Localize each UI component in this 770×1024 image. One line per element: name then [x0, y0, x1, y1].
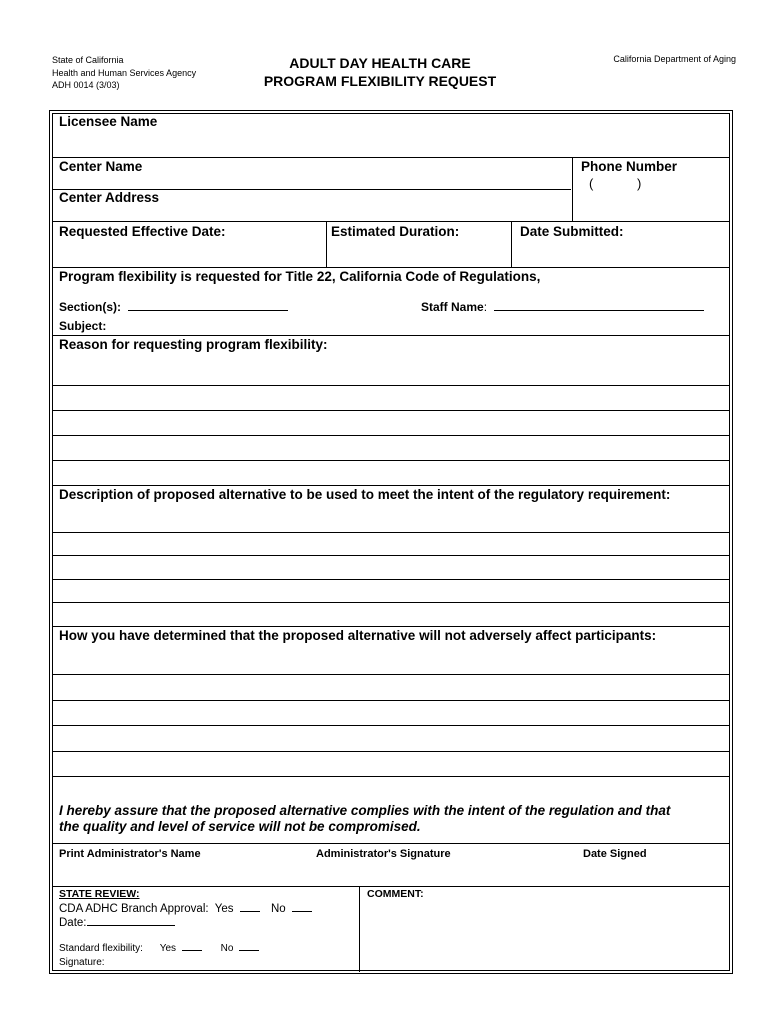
divider — [53, 843, 729, 844]
review-signature-label: Signature: — [59, 957, 105, 968]
form-frame — [49, 110, 733, 974]
standard-flexibility-label: Standard flexibility: — [59, 943, 143, 954]
divider — [53, 157, 729, 158]
sections-input-line[interactable] — [128, 300, 288, 311]
answer-line[interactable] — [53, 435, 729, 436]
state-review-title: STATE REVIEW: — [59, 888, 140, 900]
staff-name-label: Staff Name — [421, 300, 484, 314]
divider — [53, 626, 729, 627]
standard-flexibility-no-line[interactable] — [239, 940, 259, 951]
form-body — [52, 113, 730, 971]
administrator-signature-label: Administrator's Signature — [316, 848, 451, 860]
assurance-statement — [59, 803, 727, 835]
review-date-row — [59, 915, 175, 929]
answer-line[interactable] — [53, 410, 729, 411]
staff-name-field — [421, 300, 704, 314]
agency-line: Health and Human Services Agency — [52, 67, 197, 78]
branch-approval-row — [59, 901, 312, 915]
divider — [326, 221, 327, 267]
divider — [53, 267, 729, 268]
branch-approval-yes: Yes — [214, 903, 234, 915]
answer-line[interactable] — [53, 579, 729, 580]
center-name-label: Center Name — [59, 159, 143, 174]
branch-approval-label: CDA ADHC Branch Approval: — [59, 903, 209, 915]
divider — [511, 221, 512, 267]
form-title-line2: PROGRAM FLEXIBILITY REQUEST — [263, 73, 497, 89]
divider — [572, 157, 573, 222]
description-heading: Description of proposed alternative to be used to meet the intent of the regulatory requirement: — [59, 487, 671, 502]
standard-flexibility-row — [59, 940, 259, 954]
center-address-label: Center Address — [59, 190, 160, 205]
answer-line[interactable] — [53, 751, 729, 752]
divider — [53, 886, 729, 887]
sections-label: Section(s): — [59, 300, 122, 314]
answer-line[interactable] — [53, 674, 729, 675]
review-date-label: Date: — [59, 917, 87, 929]
divider — [53, 221, 729, 222]
phone-number-label: Phone Number — [581, 159, 678, 174]
standard-flexibility-no: No — [220, 943, 234, 954]
requested-effective-date-label: Requested Effective Date: — [59, 224, 226, 239]
date-signed-label: Date Signed — [583, 848, 647, 860]
answer-line[interactable] — [53, 555, 729, 556]
subject-label: Subject: — [59, 319, 107, 333]
sections-field — [59, 300, 288, 314]
standard-flexibility-yes: Yes — [159, 943, 177, 954]
date-submitted-label: Date Submitted: — [520, 224, 624, 239]
answer-line[interactable] — [53, 460, 729, 461]
comment-label: COMMENT: — [367, 888, 424, 900]
department-name: California Department of Aging — [613, 54, 736, 64]
review-date-line[interactable] — [87, 915, 175, 926]
divider — [359, 886, 360, 972]
form-number: ADH 0014 (3/03) — [52, 80, 120, 90]
answer-line[interactable] — [53, 385, 729, 386]
divider — [53, 776, 729, 777]
answer-line[interactable] — [53, 602, 729, 603]
form-title-line1: ADULT DAY HEALTH CARE — [289, 55, 471, 71]
assurance-line1: I hereby assure that the proposed alternative complies with the intent of the regulation and that — [59, 803, 671, 818]
answer-line[interactable] — [53, 532, 729, 533]
staff-name-colon: : — [483, 300, 488, 314]
answer-line[interactable] — [53, 700, 729, 701]
phone-paren-close: ) — [637, 176, 642, 191]
agency-block — [52, 54, 196, 92]
reason-heading: Reason for requesting program flexibility: — [59, 337, 328, 352]
estimated-duration-label: Estimated Duration: — [331, 224, 460, 239]
form-title — [220, 54, 540, 90]
branch-approval-no-line[interactable] — [292, 901, 312, 912]
staff-name-input-line[interactable] — [494, 300, 704, 311]
branch-approval-yes-line[interactable] — [240, 901, 260, 912]
assurance-line2: the quality and level of service will not be compromised. — [59, 819, 421, 834]
agency-line: State of California — [52, 55, 124, 65]
branch-approval-no: No — [270, 903, 286, 915]
determination-heading: How you have determined that the proposed alternative will not adversely affect participants: — [59, 628, 657, 643]
standard-flexibility-yes-line[interactable] — [182, 940, 202, 951]
divider — [53, 485, 729, 486]
licensee-name-label: Licensee Name — [59, 114, 158, 129]
answer-line[interactable] — [53, 725, 729, 726]
phone-paren-open: ( — [589, 176, 594, 191]
divider — [53, 335, 729, 336]
program-flexibility-statement: Program flexibility is requested for Title 22, California Code of Regulations, — [59, 269, 541, 284]
print-administrator-name-label: Print Administrator's Name — [59, 848, 201, 860]
